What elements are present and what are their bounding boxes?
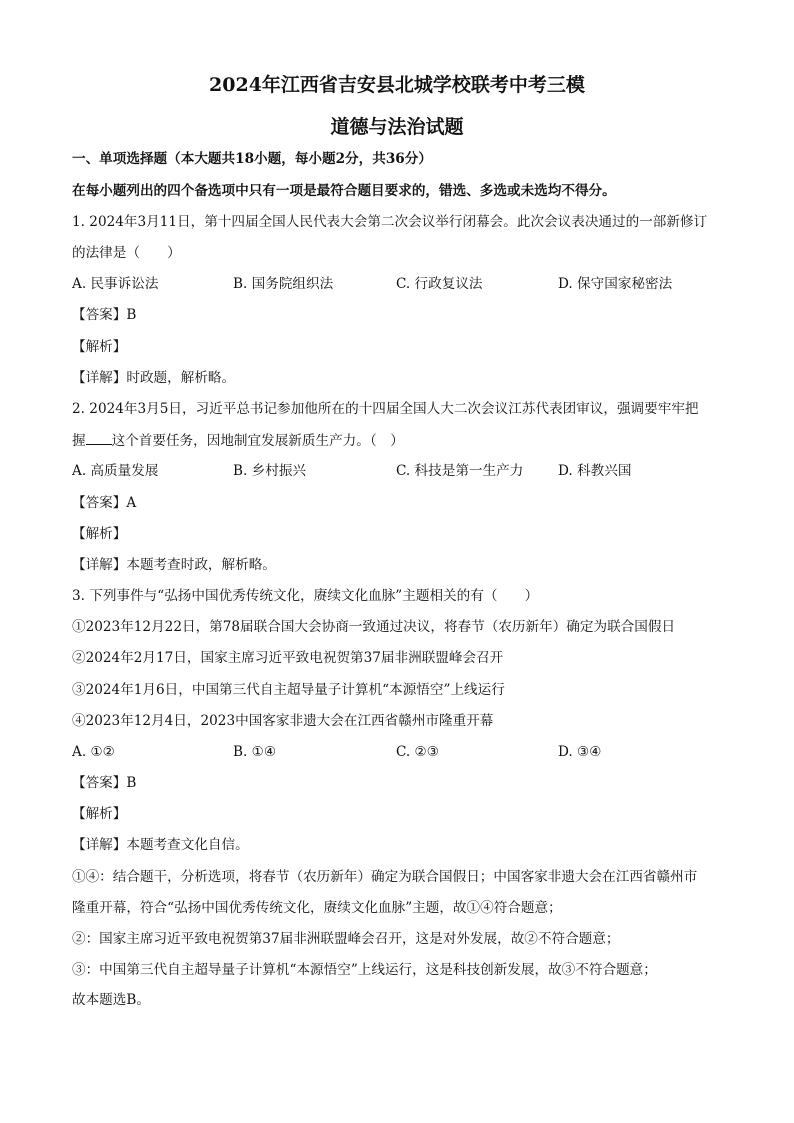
q3-item-2: ②2024年2月17日，国家主席习近平致电祝贺第37届非洲联盟峰会召开	[72, 650, 504, 666]
q3-stem: 3. 下列事件与“弘扬中国优秀传统文化，赓续文化血脉”主题相关的有（ ）	[72, 588, 539, 604]
q3-option-c: C. ②③	[396, 744, 439, 760]
q3-answer: 【答案】B	[72, 775, 137, 791]
q1-answer: 【答案】B	[72, 307, 137, 323]
section-instruction: 在每小题列出的四个备选项中只有一项是最符合题目要求的，错选、多选或未选均不得分。	[72, 183, 616, 199]
q2-option-a: A. 高质量发展	[72, 463, 159, 479]
section-heading: 一、单项选择题（本大题共18小题，每小题2分，共36分）	[72, 151, 432, 167]
q3-explain-line2: 隆重开幕，符合“弘扬中国优秀传统文化，赓续文化血脉”主题，故①④符合题意；	[72, 900, 562, 916]
q3-item-1: ①2023年12月22日，第78届联合国大会协商一致通过决议，将春节（农历新年）确定为联合国假日	[72, 619, 676, 635]
q2-detail: 【详解】本题考查时政，解析略。	[72, 557, 276, 573]
q3-option-b: B. ①④	[233, 744, 277, 760]
q3-analysis: 【解析】	[72, 806, 127, 822]
q3-option-d: D. ③④	[558, 744, 602, 760]
q2-stem-line2	[72, 430, 404, 451]
q3-explain-line4: ③：中国第三代自主超导量子计算机“本源悟空”上线运行，这是科技创新发展，故③不符合题意；	[72, 962, 657, 978]
q2-option-d: D. 科教兴国	[558, 463, 632, 479]
exam-subject: 道德与法治试题	[330, 116, 464, 138]
exam-title: 2024年江西省吉安县北城学校联考中考三模	[209, 74, 585, 96]
q3-detail: 【详解】本题考查文化自信。	[72, 837, 249, 853]
q2-analysis: 【解析】	[72, 526, 127, 542]
q1-detail: 【详解】时政题，解析略。	[72, 370, 236, 386]
q1-stem-line1: 1. 2024年3月11日，第十四届全国人民代表大会第二次会议举行闭幕会。此次会议表决通过的一部新修订	[72, 214, 708, 230]
q1-option-b: B. 国务院组织法	[233, 276, 334, 292]
q1-option-c: C. 行政复议法	[396, 276, 483, 292]
q2-option-c: C. 科技是第一生产力	[396, 463, 524, 479]
q2-option-b: B. 乡村振兴	[233, 463, 307, 479]
q1-analysis: 【解析】	[72, 339, 127, 355]
q3-explain-line1: ①④：结合题干，分析选项，将春节（农历新年）确定为联合国假日；中国客家非遗大会在江西省赣州市	[72, 869, 698, 885]
q2-fill-blank	[86, 430, 112, 445]
q1-option-a: A. 民事诉讼法	[72, 276, 159, 292]
q1-option-d: D. 保守国家秘密法	[558, 276, 673, 292]
q2-stem-pre: 握	[72, 433, 86, 449]
q2-answer: 【答案】A	[72, 495, 137, 511]
q3-item-3: ③2024年1月6日，中国第三代自主超导量子计算机“本源悟空”上线运行	[72, 682, 505, 698]
q3-item-4: ④2023年12月4日，2023中国客家非遗大会在江西省赣州市隆重开幕	[72, 713, 494, 729]
q1-stem-line2: 的法律是（ ）	[72, 245, 181, 261]
q2-stem-post: 这个首要任务，因地制宜发展新质生产力。（ ）	[111, 433, 404, 449]
q3-option-a: A. ①②	[72, 744, 115, 760]
q3-explain-line3: ②：国家主席习近平致电祝贺第37届非洲联盟峰会召开，这是对外发展，故②不符合题意；	[72, 931, 620, 947]
q3-explain-line5: 故本题选B。	[72, 992, 150, 1008]
q2-stem-line1: 2. 2024年3月5日，习近平总书记参加他所在的十四届全国人大二次会议江苏代表团审议，强调要牢牢把	[72, 401, 699, 417]
